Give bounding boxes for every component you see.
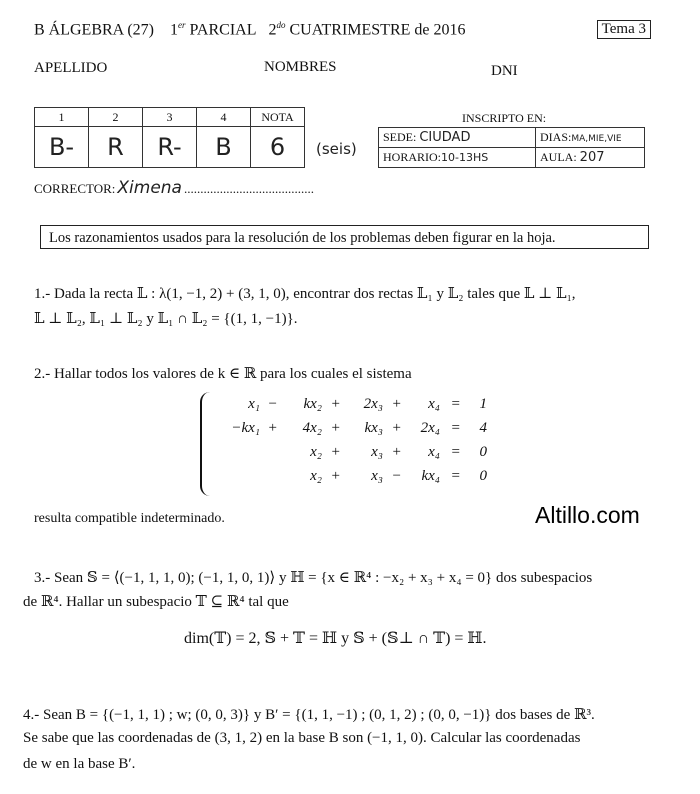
grade-header: NOTA: [251, 108, 305, 127]
grade-value: B-: [35, 127, 89, 168]
sede-value: CIUDAD: [419, 130, 471, 145]
aula-value: 207: [579, 150, 605, 165]
system-cell: x₄: [428, 396, 440, 412]
system-cell: +: [268, 420, 277, 436]
system-cell: x₃: [371, 444, 383, 460]
grade-value: R-: [143, 127, 197, 168]
nombres-label: NOMBRES: [264, 59, 337, 75]
system-cell: 4: [479, 420, 487, 436]
corrector-name: Ximena: [117, 178, 182, 198]
problem-1-line-2: 𝕃 ⊥ 𝕃₂, 𝕃₁ ⊥ 𝕃₂ y 𝕃₁ ∩ 𝕃₂ = {(1, 1, −1)}.: [34, 311, 298, 327]
inscripto-title: INSCRIPTO EN:: [462, 111, 547, 125]
problem-2-line-2: resulta compatible indeterminado.: [34, 511, 225, 526]
inscripto-table: [378, 127, 645, 168]
grade-header: 3: [143, 108, 197, 127]
grade-header: 1: [35, 108, 89, 127]
dias-value: MA,MIE,VIE: [571, 134, 622, 144]
exam-number: 1: [170, 21, 178, 39]
problem-2-line-1: 2.- Hallar todos los valores de k ∈ ℝ para los cuales el sistema: [34, 366, 412, 382]
system-cell: −: [268, 396, 277, 412]
grade-value: 6: [251, 127, 305, 168]
system-cell: x₁: [248, 396, 260, 412]
exam-type: PARCIAL: [189, 21, 257, 39]
system-cell: =: [451, 444, 460, 460]
system-cell: 2x₃: [363, 396, 383, 412]
horario-label: HORARIO:: [383, 150, 442, 164]
grade-value: R: [89, 127, 143, 168]
system-cell: 2x₄: [420, 420, 440, 436]
course-name: B ÁLGEBRA (27): [34, 21, 154, 39]
system-cell: +: [331, 444, 340, 460]
tema-box: Tema 3: [597, 20, 651, 39]
aula-label: AULA:: [540, 150, 577, 164]
system-cell: x₂: [310, 468, 322, 484]
corrector-dots: ........................................: [183, 181, 314, 196]
grades-table: [34, 107, 305, 168]
watermark: Altillo.com: [535, 502, 640, 528]
problem-3-formula: dim(𝕋) = 2, 𝕊 + 𝕋 = ℍ y 𝕊 + (𝕊⊥ ∩ 𝕋) = ℍ.: [184, 630, 487, 647]
problem-1-line-1: 1.- Dada la recta 𝕃 : λ(1, −1, 2) + (3, 1, 0), encontrar dos rectas 𝕃₁ y 𝕃₂ tales que 𝕃 ⊥ 𝕃₁,: [34, 286, 576, 302]
dni-label: DNI: [491, 63, 518, 79]
corrector-label: CORRECTOR:: [34, 181, 116, 196]
system-cell: x₃: [371, 468, 383, 484]
exam-sup: er: [178, 20, 186, 30]
system-cell: +: [392, 444, 401, 460]
system-cell: 0: [479, 444, 487, 460]
system-cell: kx₄: [421, 468, 440, 484]
corrector-field: [34, 178, 314, 198]
grade-words: (seis): [316, 140, 357, 158]
system-cell: +: [392, 396, 401, 412]
system-cell: −kx₁: [231, 420, 260, 436]
grade-value: B: [197, 127, 251, 168]
grade-header: 4: [197, 108, 251, 127]
system-cell: kx₂: [303, 396, 322, 412]
system-cell: 0: [479, 468, 487, 484]
grade-header: 2: [89, 108, 143, 127]
term-number: 2: [268, 21, 277, 39]
term: CUATRIMESTRE de 2016: [289, 21, 466, 39]
problem-3-line-1: 3.- Sean 𝕊 = ⟨(−1, 1, 1, 0); (−1, 1, 0, 1)⟩ y ℍ = {x ∈ ℝ⁴ : −x₂ + x₃ + x₄ = 0} dos subespacios: [34, 570, 593, 586]
system-cell: +: [331, 396, 340, 412]
system-cell: +: [392, 420, 401, 436]
exam-header: [34, 20, 651, 39]
horario-value: 10-13HS: [441, 151, 489, 164]
system-cell: =: [451, 468, 460, 484]
system-cell: x₂: [310, 444, 322, 460]
problem-4-line-2: Se sabe que las coordenadas de (3, 1, 2) en la base B son (−1, 1, 0). Calcular las coordenadas: [23, 730, 581, 746]
system-cell: =: [451, 420, 460, 436]
apellido-label: APELLIDO: [34, 60, 108, 76]
sede-label: SEDE:: [383, 130, 417, 144]
system-cell: 1: [479, 396, 487, 412]
system-cell: 4x₂: [302, 420, 322, 436]
dias-label: DIAS:: [540, 130, 572, 144]
equation-system: [205, 396, 505, 496]
system-cell: −: [392, 468, 401, 484]
system-cell: =: [451, 396, 460, 412]
problem-4-line-1: 4.- Sean B = {(−1, 1, 1) ; w; (0, 0, 3)} y B′ = {(1, 1, −1) ; (0, 1, 2) ; (0, 0, −1)} dos bases de ℝ³.: [23, 707, 595, 723]
instructions-note: Los razonamientos usados para la resolución de los problemas deben figurar en la hoja.: [40, 225, 649, 249]
exam-title: [34, 20, 465, 39]
system-cell: +: [331, 468, 340, 484]
problem-4-line-3: de w en la base B′.: [23, 756, 136, 772]
system-cell: +: [331, 420, 340, 436]
problem-3-line-2: de ℝ⁴. Hallar un subespacio 𝕋 ⊆ ℝ⁴ tal que: [23, 594, 289, 610]
system-cell: kx₃: [364, 420, 383, 436]
term-sup: do: [276, 20, 286, 30]
system-cell: x₄: [428, 444, 440, 460]
